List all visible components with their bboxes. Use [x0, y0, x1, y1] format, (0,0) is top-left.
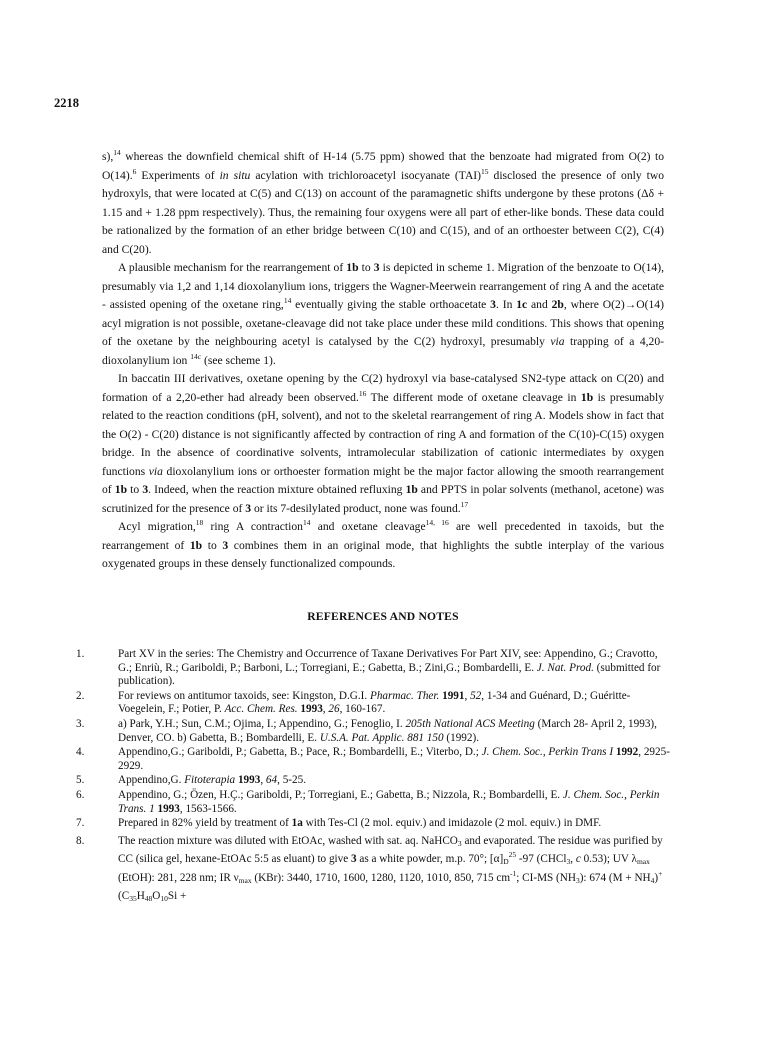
italic-run: via [148, 464, 163, 478]
paragraph-3 [102, 370, 664, 518]
reference-text [118, 648, 672, 689]
references-heading: REFERENCES AND NOTES [307, 610, 459, 623]
text-run: The reaction mixture was diluted with EtOAc, washed with sat. aq. NaHCO [118, 834, 458, 847]
reference-item [72, 789, 672, 816]
reference-item [72, 718, 672, 745]
compound-label: 3 [142, 483, 149, 496]
text-run: For reviews on antitumor taxoids, see: Kingston, D.G.I. [118, 689, 370, 702]
text-run: Appendino, G.; Özen, H.Ç.; Gariboldi, P.; Torregiani, E.; Gabetta, B.; Nizzola, R.; Bombardelli, E. [118, 788, 563, 801]
citation-superscript: 15 [481, 166, 489, 176]
text-run: (1992). [443, 731, 480, 744]
text-run: , 5-25. [277, 774, 307, 787]
citation-superscript: 14 [302, 518, 311, 527]
text-run: 0.53); UV λ [580, 853, 637, 866]
text-run: -97 (CHCl [516, 853, 567, 866]
year: 1992 [615, 746, 639, 759]
reference-item [72, 746, 672, 773]
text-run: dioxolanylium ions or orthoester formation might be the major factor allowing the smooth rearrangement of [102, 464, 664, 496]
compound-label: 1b [114, 483, 128, 496]
subscript: 10 [160, 894, 168, 904]
subscript: 48 [144, 894, 153, 904]
journal-name: Fitoterapia [184, 774, 236, 787]
paragraph-1 [102, 148, 664, 259]
compound-label: 3 [490, 298, 496, 311]
citation-superscript: 6 [132, 166, 137, 176]
reference-number: 3. [76, 717, 85, 730]
compound-label: 1b [580, 390, 594, 404]
text-run: , 2925-2929. [118, 746, 670, 772]
text-run: ; CI-MS (NH [516, 871, 576, 884]
text-run: , [322, 703, 329, 716]
text-run: and evaporated. The residue was purified by CC (silica gel, hexane-EtOAc 5:5 as eluant) to give [118, 834, 663, 866]
text-run: trapping of a 4,20-dioxolanylium ion [102, 335, 664, 367]
subscript: 3 [457, 838, 462, 848]
compound-label: 2b [551, 298, 564, 311]
text-run: a) Park, Y.H.; Sun, C.M.; Ojima, I.; Appendino, G.; Fenoglio, I. [118, 717, 406, 730]
year: 1993 [300, 703, 323, 716]
text-run: ring A contraction [203, 520, 303, 533]
compound-label: 1a [291, 817, 303, 830]
journal-name: J. Nat. Prod. [536, 661, 594, 674]
reference-item [72, 832, 672, 906]
text-run: Appendino,G.; Gariboldi, P.; Gabetta, B.; Pace, R.; Bombardelli, E.; Viterbo, D.; [118, 746, 482, 759]
text-run: to [127, 483, 143, 496]
text-run: , 1-34 and Guénard, D.; Guéritte-Voegelein, F.; Potier, P. [118, 689, 631, 716]
text-run: Experiments of [136, 168, 220, 182]
reference-number: 1. [76, 648, 85, 660]
reference-number: 5. [76, 774, 85, 787]
text-run: The different mode of oxetane cleavage in [366, 390, 581, 404]
citation-superscript: 14, 16 [425, 518, 449, 527]
reference-item [72, 690, 672, 717]
text-run: , [464, 689, 471, 702]
subscript: max [238, 875, 252, 885]
reference-text [118, 718, 672, 745]
text-run: and PPTS in polar solvents (methanol, acetone) was scrutinized for the presence of [102, 483, 665, 515]
text-run: disclosed the presence of only two hydroxyls, that were located at C(5) and C(13) on account of the paramagnetic shifts undergone by these protons (Δδ + 1.15 and + 1.28 ppm respectively). Thus, the remaining four oxygens were all part of ether-like bonds. These data could be rationalized by the formation of an ether bridge between C(10) and C(15), and of an orthoester between C(2), C(4) and C(20). [102, 168, 665, 256]
compound-label: 1c [516, 298, 528, 311]
reference-number: 6. [76, 788, 85, 801]
journal-name: J. Chem. Soc., Perkin Trans. 1 [118, 788, 660, 815]
compound-label: 1b [346, 261, 359, 274]
subscript: max [636, 857, 650, 867]
text-run: , [570, 853, 576, 866]
text-run: is presumably related to the reaction conditions (pH, solvent), and not to the skeletal rearrangement of ring A. Models show in fact that the O(2) - C(20) distance is not significantly affected by contraction of ring A and formation of the C(10)-C(15) oxygen bridge. In the absence of coordinative solvents, intramolecular stabilization of cationic intermediates by oxygen functions [102, 390, 665, 478]
text-run: acylation with trichloroacetyl isocyanate (TAI) [250, 168, 482, 182]
text-run: Prepared in 82% yield by treatment of [118, 817, 292, 830]
text-run: are well precedented in taxoids, but the rearrangement of [102, 520, 664, 552]
reference-number: 4. [76, 746, 85, 759]
reference-text [118, 789, 672, 816]
paragraph-2 [102, 259, 664, 370]
text-run: (submitted for publication). [118, 661, 661, 688]
volume: 64 [265, 774, 278, 787]
text-run: whereas the downfield chemical shift of H-14 (5.75 ppm) showed that the benzoate had migrated from O(2) to O(14). [102, 150, 664, 182]
text-run: eventually giving the stable orthoacetate [291, 298, 491, 311]
citation-superscript: 14 [113, 148, 121, 157]
text-run: (March 28- April 2, 1993), Denver, CO. b) Gabetta, B.; Bombardelli, E. [118, 717, 657, 744]
patent-number: U.S.A. Pat. Applic. 881 150 [319, 731, 444, 744]
compound-label: 1b [189, 538, 203, 552]
text-run: In baccatin III derivatives, oxetane opening by the C(2) hydroxyl via base-catalysed SN2-type attack on C(20) and formation of a 2,20-ether had already been observed. [102, 372, 664, 404]
superscript: + [658, 868, 663, 878]
volume: 52 [470, 689, 482, 702]
paragraph-4 [102, 518, 664, 574]
text-run: s), [102, 150, 114, 163]
reference-item [72, 648, 672, 689]
meeting-name: 205th National ACS Meeting [405, 717, 535, 730]
body-text [102, 148, 664, 574]
text-run: , [260, 774, 266, 787]
italic-run: c [575, 853, 581, 866]
compound-label: 3 [222, 538, 229, 552]
year: 1993 [157, 802, 180, 815]
reference-text [118, 746, 672, 773]
text-run: H [136, 890, 145, 903]
text-run: and oxetane cleavage [310, 520, 426, 533]
page-number: 2218 [54, 96, 79, 110]
reference-text [118, 690, 672, 717]
text-run: , 1563-1566. [179, 802, 237, 815]
italic-run: via [550, 335, 565, 348]
references-list [72, 648, 672, 907]
text-run: , 160-167. [339, 703, 386, 716]
subscript: 3 [575, 875, 580, 885]
text-run: A plausible mechanism for the rearrangement of [118, 261, 347, 274]
text-run: . Indeed, when the reaction mixture obtained refluxing [148, 483, 406, 496]
text-run: (see scheme 1). [201, 353, 276, 367]
text-run: (EtOH): 281, 228 nm; IR ν [118, 871, 239, 884]
subscript: 35 [129, 894, 137, 904]
compound-label: 3 [245, 501, 252, 515]
compound-label: 3 [351, 853, 357, 866]
text-run: . In [495, 298, 517, 311]
text-run: Part XV in the series: The Chemistry and Occurrence of Taxane Derivatives For Part XIV, see: Appendino, G.; Cravotto, G.; Enriù, R.; Gariboldi, P.; Barboni, L.; Torregiani, E.; Gabetta, B.; Zini,G.; Bombardelli, E. [118, 648, 658, 674]
text-run: (KBr): 3440, 1710, 1600, 1280, 1120, 1010, 850, 715 cm [251, 871, 511, 884]
text-run: to [202, 538, 223, 552]
citation-superscript: 14 [283, 296, 292, 305]
reference-text [118, 774, 672, 788]
year: 1991 [442, 689, 465, 702]
reference-text [118, 832, 672, 906]
superscript: -1 [510, 868, 517, 878]
year: 1993 [237, 774, 261, 787]
citation-superscript: 14c [190, 351, 202, 361]
italic-run: in situ [219, 168, 251, 182]
text-run: (C [118, 890, 130, 903]
text-run: , where O(2)→O(14) acyl migration is not possible, oxetane-cleavage did not take place under these mild conditions. This shows that opening of the oxetane by the neighbouring acetyl is catalysed by the C(2) hydroxyl, presumably [102, 298, 664, 348]
text-run: ) [654, 871, 659, 884]
text-run: and [527, 298, 552, 311]
text-run: as a white powder, m.p. 70°; [α] [356, 853, 504, 866]
reference-number: 8. [76, 834, 85, 847]
text-run: or its 7-desilylated product, none was found. [251, 501, 461, 515]
compound-label: 3 [373, 261, 380, 274]
subscript: D [503, 857, 509, 867]
journal-name: Acc. Chem. Res. [224, 703, 298, 716]
journal-name: J. Chem. Soc., Perkin Trans I [481, 746, 614, 759]
reference-item [72, 774, 672, 788]
text-run: combines them in an original mode, that highlights the subtle interplay of the various oxygenated groups in these densely functionalized compounds. [102, 538, 664, 570]
reference-item [72, 817, 672, 831]
subscript: 4 [650, 875, 655, 885]
journal-name: Pharmac. Ther. [370, 689, 440, 702]
text-run: Si + [167, 890, 187, 903]
reference-number: 2. [76, 689, 85, 702]
reference-text [118, 817, 672, 831]
citation-superscript: 18 [195, 518, 204, 527]
text-run: Appendino,G. [118, 774, 185, 787]
text-run: is depicted in scheme 1. Migration of the benzoate to O(14), presumably via 1,2 and 1,14 dioxolanylium ions, triggers the Wagner-Meerwein rearrangement of ring A and the acetate - assisted opening of the oxetane ring, [102, 261, 664, 311]
subscript: 3 [566, 857, 571, 867]
citation-superscript: 17 [460, 499, 469, 509]
text-run: O [152, 890, 161, 903]
citation-superscript: 16 [358, 388, 367, 398]
text-run: to [358, 261, 374, 274]
volume: 26 [328, 703, 340, 716]
reference-number: 7. [76, 817, 85, 830]
compound-label: 1b [405, 483, 418, 496]
text-run: ): 674 (M + NH [579, 871, 651, 884]
text-run: with Tes-Cl (2 mol. equiv.) and imidazole (2 mol. equiv.) in DMF. [302, 817, 602, 830]
text-run: Acyl migration, [118, 520, 196, 533]
superscript: 25 [508, 850, 517, 860]
